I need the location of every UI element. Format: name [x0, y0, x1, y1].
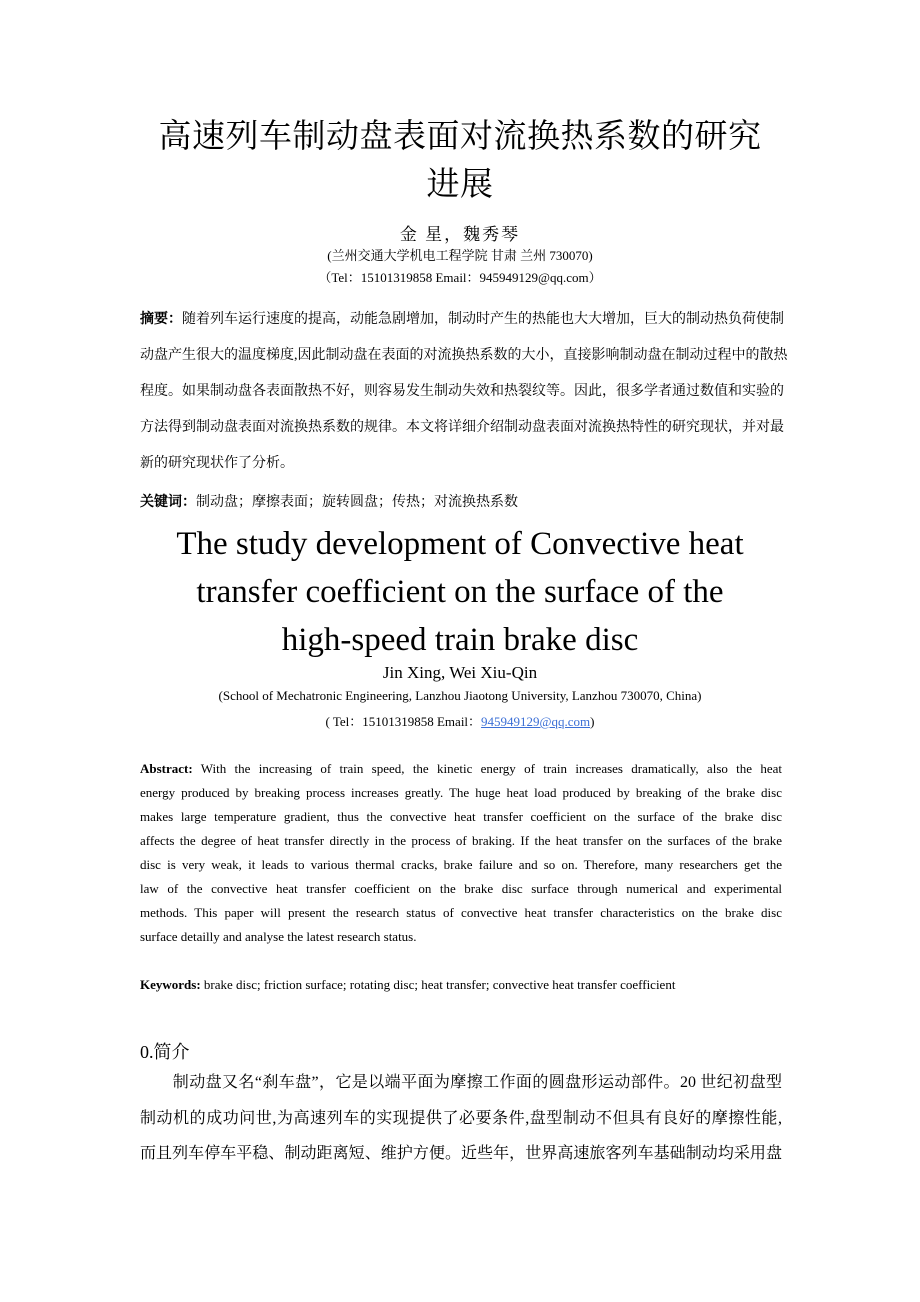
abstract-line: 新的研究现状作了分析。	[140, 456, 294, 471]
section-heading: 0.简介	[140, 1042, 190, 1062]
abstract-line: 摘要：随着列车运行速度的提高，动能急剧增加，制动时产生的热能也大大增加，巨大的制动热负荷使制	[140, 312, 784, 327]
body-line: 而且列车停车平稳、制动距离短、维护方便。近些年，世界高速旅客列车基础制动均采用盘	[140, 1145, 782, 1162]
english-authors: Jin Xing, Wei Xiu-Qin	[382, 663, 538, 682]
english-keywords	[140, 977, 675, 993]
abstract-line: disc is very weak, it leads to various thermal cracks, brake failure and so on. Therefore, many researchers get the	[140, 857, 782, 872]
english-affiliation: (School of Mechatronic Engineering, Lanzhou Jiaotong University, Lanzhou 730070, China)	[218, 688, 702, 703]
keywords-label: Keywords:	[140, 977, 201, 992]
body-line: 制动机的成功问世,为高速列车的实现提供了必要条件,盘型制动不但具有良好的摩擦性能,	[140, 1109, 782, 1127]
abstract-line: methods. This paper will present the research status of convective heat transfer characteristics on the brake disc	[140, 905, 782, 920]
body-line: 制动盘又名“刹车盘”，它是以端平面为摩擦工作面的圆盘形运动部件。20 世纪初盘型	[140, 1074, 782, 1091]
english-title	[0, 520, 920, 664]
chinese-contact: （Tel：15101319858 Email：945949129@qq.com）	[318, 270, 602, 285]
abstract-line: 动盘产生很大的温度梯度,因此制动盘在表面的对流换热系数的大小，直接影响制动盘在制动过程中的散热	[140, 348, 788, 363]
english-title-line: transfer coefficient on the surface of the	[196, 574, 724, 610]
english-abstract	[140, 757, 782, 949]
abstract-line: affects the degree of heat transfer directly in the process of braking. If the heat transfer on the surfaces of the brake	[140, 833, 782, 848]
abstract-line: law of the convective heat transfer coefficient on the brake disc surface through numerical and experimental	[140, 881, 782, 896]
abstract-line: energy produced by breaking process increases greatly. The huge heat load produced by breaking of the brake disc	[140, 785, 782, 800]
keywords-text: 制动盘；摩擦表面；旋转圆盘；传热；对流换热系数	[196, 495, 518, 510]
chinese-abstract	[140, 302, 788, 482]
chinese-title-line: 高速列车制动盘表面对流换热系数的研究	[158, 119, 762, 155]
english-contact: ( Tel：15101319858 Email：945949129@qq.com)	[325, 714, 595, 729]
chinese-authors: 金 星，魏秀琴	[399, 225, 521, 244]
abstract-line: 方法得到制动盘表面对流换热系数的规律。本文将详细介绍制动盘表面对流换热特性的研究现状，并对最	[140, 420, 784, 435]
chinese-title	[0, 113, 920, 209]
abstract-line: makes large temperature gradient, thus the convective heat transfer coefficient on the surface of the brake disc	[140, 809, 782, 824]
keywords-text: brake disc; friction surface; rotating disc; heat transfer; convective heat transfer coefficient	[200, 977, 676, 992]
english-title-line: high-speed train brake disc	[281, 622, 639, 658]
email-link[interactable]: 945949129@qq.com	[481, 714, 591, 729]
keywords-label: 关键词：	[140, 495, 196, 510]
abstract-line: Abstract: With the increasing of train speed, the kinetic energy of train increases dramatically, also the heat	[140, 761, 782, 776]
abstract-line: 程度。如果制动盘各表面散热不好，则容易发生制动失效和热裂纹等。因此，很多学者通过数值和实验的	[140, 384, 784, 399]
abstract-label: Abstract:	[140, 761, 193, 776]
english-title-line: The study development of Convective heat	[176, 526, 744, 562]
chinese-keywords	[140, 491, 518, 511]
abstract-line: surface detailly and analyse the latest research status.	[140, 929, 417, 944]
abstract-label: 摘要：	[140, 312, 182, 327]
chinese-affiliation: (兰州交通大学机电工程学院 甘肃 兰州 730070)	[327, 248, 593, 263]
chinese-title-line: 进展	[426, 167, 494, 203]
section-body	[140, 1065, 782, 1172]
